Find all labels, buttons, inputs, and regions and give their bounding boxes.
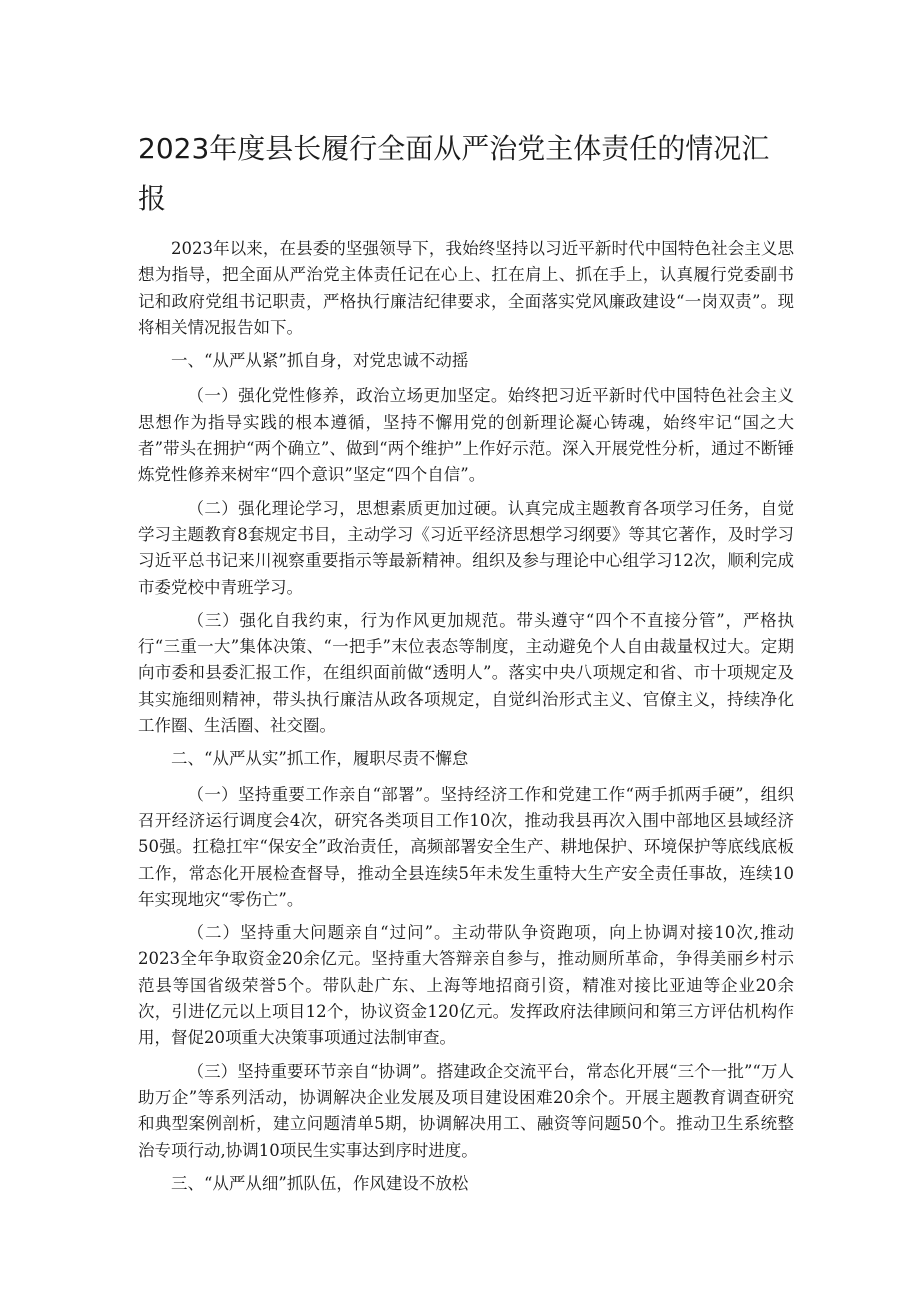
section-1-item-3: （三）强化自我约束，行为作风更加规范。带头遵守“四个不直接分管”，严格执行“三重一大”集体决策、“一把手”末位表态等制度，主动避免个人自由裁量权过大。定期向市委和县委汇报工作，在组织面前做“透明人”。落实中央八项规定和省、市十项规定及其实施细则精神，带头执行廉洁从政各项规定，自觉纠治形式主义、官僚主义，持续净化工作圈、生活圈、社交圈。 [138, 610, 794, 736]
section-1-item-2: （二）强化理论学习，思想素质更加过硬。认真完成主题教育各项学习任务，自觉学习主题教育8套规定书目，主动学习《习近平经济思想学习纲要》等其它著作，及时学习习近平总书记来川视察重要指示等最新精神。组织及参与理论中心组学习12次，顺利完成市委党校中青班学习。 [138, 498, 794, 597]
section-heading-3: 三、“从严从细”抓队伍，作风建设不放松 [171, 1173, 469, 1193]
document-body [138, 236, 794, 1206]
section-heading-1: 一、“从严从紧”抓自身，对党忠诚不动摇 [171, 351, 469, 371]
intro-paragraph: 2023年以来，在县委的坚强领导下，我始终坚持以习近平新时代中国特色社会主义思想为指导，把全面从严治党主体责任记在心上、扛在肩上、抓在手上，认真履行党委副书记和政府党组书记职责，严格执行廉洁纪律要求，全面落实党风廉政建设“一岗双责”。现将相关情况报告如下。 [138, 239, 794, 337]
section-heading-2: 二、“从严从实”抓工作，履职尽责不懈怠 [171, 749, 469, 769]
section-2-item-2: （二）坚持重大问题亲自“过问”。主动带队争资跑项，向上协调对接10次,推动2023全年争取资金20余亿元。坚持重大答辩亲自参与，推动厕所革命，争得美丽乡村示范县等国省级荣誉5个。带队赴广东、上海等地招商引资，精准对接比亚迪等企业20余次，引进亿元以上项目12个，协议资金120亿元。发挥政府法律顾问和第三方评估机构作用，督促20项重大决策事项通过法制审查。 [138, 923, 794, 1048]
section-2-item-1: （一）坚持重要工作亲自“部署”。坚持经济工作和党建工作“两手抓两手硬”，组织召开经济运行调度会4次，研究各类项目工作10次，推动我县再次入围中部地区县域经济50强。扛稳扛牢“保安全”政治责任，高频部署安全生产、耕地保护、环境保护等底线底板工作，常态化开展检查督导，推动全县连续5年未发生重特大生产安全责任事故，连续10年实现地灾“零伤亡”。 [138, 784, 794, 909]
section-2-item-3: （三）坚持重要环节亲自“协调”。搭建政企交流平台，常态化开展“三个一批”“万人助万企”等系列活动，协调解决企业发展及项目建设困难20余个。开展主题教育调查研究和典型案例剖析，建立问题清单5期，协调解决用工、融资等问题50个。推动卫生系统整治专项行动,协调10项民生实事达到序时进度。 [138, 1061, 794, 1160]
document-title: 2023年度县长履行全面从严治党主体责任的情况汇报 [138, 132, 770, 215]
section-1-item-1: （一）强化党性修养，政治立场更加坚定。始终把习近平新时代中国特色社会主义思想作为指导实践的根本遵循，坚持不懈用党的创新理论凝心铸魂，始终牢记“国之大者”带头在拥护“两个确立”、做到“两个维护”上作好示范。深入开展党性分析，通过不断锤炼党性修养来树牢“四个意识”坚定“四个自信”。 [138, 386, 794, 485]
